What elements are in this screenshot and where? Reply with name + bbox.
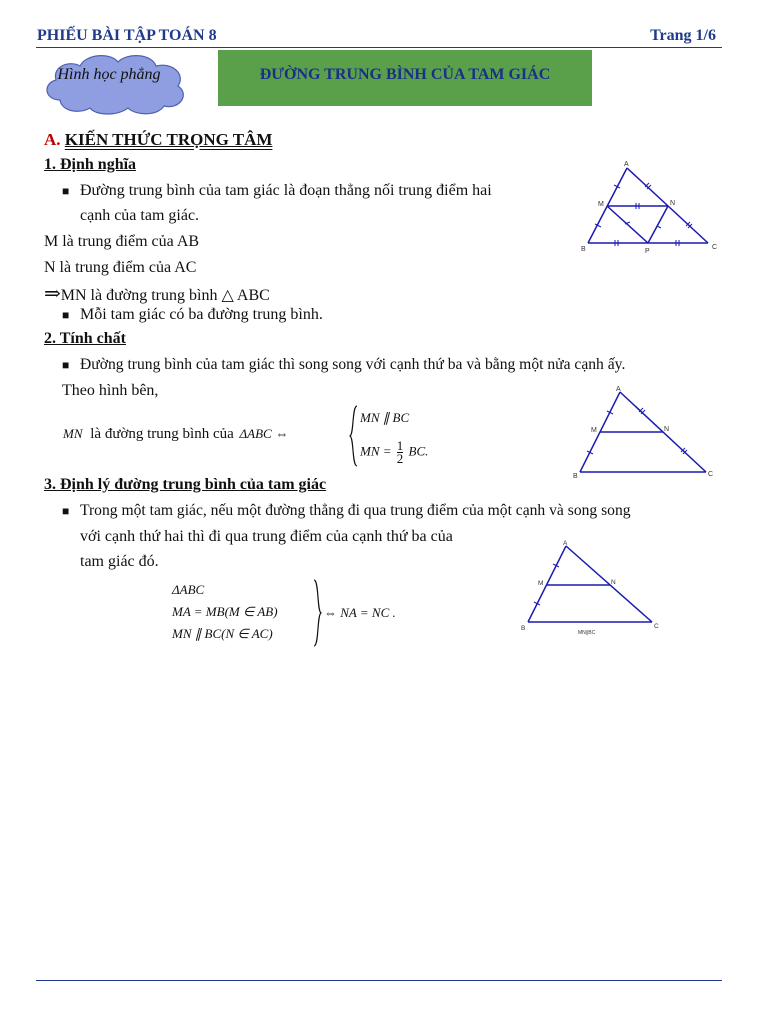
fig3-label-b: B xyxy=(521,625,526,632)
midpoint-n-line: N là trung điểm của AC xyxy=(44,259,197,276)
fig2-label-b: B xyxy=(573,473,578,480)
section-letter: A. xyxy=(44,130,61,149)
fig2-label-n: N xyxy=(664,426,670,433)
parallel-statement: MN ∥ BC xyxy=(172,626,222,641)
half-rhs: BC. xyxy=(408,443,429,459)
section-title: KIẾN THỨC TRỌNG TÂM xyxy=(64,130,273,149)
hypothesis-midpoint: MA = MB(M ∈ AB) xyxy=(172,604,278,619)
theorem-line-1: Trong một tam giác, nếu một đường thẳng đi qua trung điểm của một cạnh và song song xyxy=(80,502,631,519)
bullet-marker: ■ xyxy=(62,358,70,372)
page-number: Trang 1/6 xyxy=(650,27,716,44)
header-divider xyxy=(36,47,722,48)
system-line-parallel: MN ∥ BC xyxy=(360,410,410,425)
figure-theorem xyxy=(518,538,663,638)
iff-symbol: ⇔ xyxy=(275,426,289,441)
heading-theorem: 3. Định lý đường trung bình của tam giác xyxy=(44,476,327,493)
triangle-symbol: △ xyxy=(221,287,234,304)
segment-mn: MN xyxy=(63,426,83,441)
theorem-conclusion: ⇔ NA = NC . xyxy=(324,605,396,620)
system-brace xyxy=(349,404,359,468)
fig1-label-a: A xyxy=(624,161,629,168)
heading-definition: 1. Định nghĩa xyxy=(44,156,137,173)
half-lhs: MN = xyxy=(360,443,392,459)
midpoint-m-line: M là trung điểm của AB xyxy=(44,233,200,250)
fig3-label-n: N xyxy=(611,579,616,586)
implies-arrow: ⇒ xyxy=(44,283,61,305)
definition-line-1: Đường trung bình của tam giác là đoạn thẳng nối trung điểm hai xyxy=(80,182,492,199)
theorem-line-3: tam giác đó. xyxy=(80,553,159,570)
fig3-label-c: C xyxy=(654,623,659,630)
property-mid-text: là đường trung bình của xyxy=(90,426,234,442)
footer-divider xyxy=(36,980,722,981)
figure-properties xyxy=(568,384,718,480)
cloud-label: Hình học phẳng xyxy=(57,66,161,83)
see-figure-line: Theo hình bên, xyxy=(62,382,159,399)
triangle-abc: ΔABC xyxy=(239,426,272,441)
n-membership: N ∈ AC xyxy=(225,626,269,641)
fig3-label-m: M xyxy=(538,580,544,587)
bullet-marker: ■ xyxy=(62,308,70,322)
hypothesis-parallel: MN ∥ BC(N ∈ AC) xyxy=(172,626,273,641)
conclusion-text: MN là đường trung bình xyxy=(60,287,218,304)
fraction-one-half xyxy=(397,440,404,465)
system-line-half xyxy=(360,440,428,465)
fraction-denominator: 2 xyxy=(396,451,404,466)
triangle-name: ABC xyxy=(236,287,270,304)
fig1-label-b: B xyxy=(581,246,586,253)
fig2-label-a: A xyxy=(616,386,621,393)
lesson-title: ĐƯỜNG TRUNG BÌNH CỦA TAM GIÁC xyxy=(259,66,551,83)
fig2-label-c: C xyxy=(708,471,714,478)
midpoint-membership: M ∈ AB xyxy=(228,604,274,619)
worksheet-title: PHIẾU BÀI TẬP TOÁN 8 xyxy=(37,27,217,44)
bullet-marker: ■ xyxy=(62,504,70,518)
fig1-label-c: C xyxy=(712,244,718,251)
definition-line-2: cạnh của tam giác. xyxy=(80,207,200,224)
fig1-label-n: N xyxy=(670,200,676,207)
hypothesis-triangle: ΔABC xyxy=(172,582,205,597)
three-midlines-line: Mỗi tam giác có ba đường trung bình. xyxy=(80,306,323,323)
fig3-caption: MN∥BC xyxy=(578,630,596,636)
figure-definition xyxy=(575,158,725,258)
bullet-marker: ■ xyxy=(62,184,70,198)
midpoint-equation: MA = MB xyxy=(172,604,225,619)
fig1-label-m: M xyxy=(598,201,604,208)
fraction-numerator: 1 xyxy=(396,438,404,453)
fig1-label-p: P xyxy=(645,248,650,255)
property-line: Đường trung bình của tam giác thì song song với cạnh thứ ba và bằng một nửa cạnh ấy. xyxy=(80,356,626,373)
property-statement xyxy=(63,426,288,443)
heading-properties: 2. Tính chất xyxy=(44,330,126,347)
theorem-line-2: với cạnh thứ hai thì đi qua trung điểm của cạnh thứ ba của xyxy=(80,528,453,545)
fig2-label-m: M xyxy=(591,427,597,434)
hypothesis-brace xyxy=(312,578,322,648)
fig3-label-a: A xyxy=(563,540,568,547)
section-a-heading xyxy=(44,130,272,150)
